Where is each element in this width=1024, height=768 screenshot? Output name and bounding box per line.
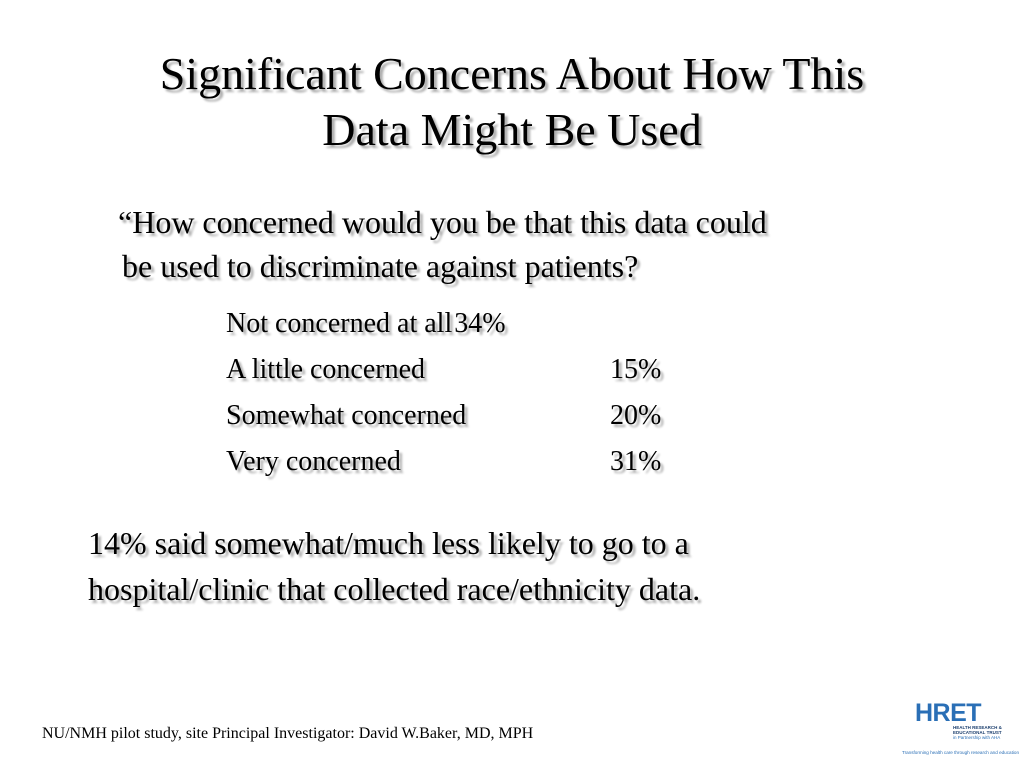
slide-title-line-1: Significant Concerns About How This [159,48,865,99]
response-percent: 15% [610,354,662,385]
hret-logo [893,700,1019,762]
response-row-somewhat-concerned [226,400,746,446]
hret-logo-line-2: EDUCATIONAL TRUST [953,730,1002,736]
response-row-a-little-concerned [226,354,746,400]
survey-question-line-1: “How concerned would you be that this data could [118,204,767,240]
slide-title [0,46,1024,158]
response-list [226,308,746,492]
response-label: A little concerned [226,354,426,385]
hret-logo-wordmark: HRET [915,699,982,727]
survey-question-line-2: be used to discriminate against patients? [122,248,639,284]
hret-logo-partner: in Partnership with AHA [953,735,1001,741]
response-row-not-concerned [226,308,746,354]
conclusion-line-1: 14% said somewhat/much less likely to go to a [88,525,689,561]
response-label: Not concerned at all [226,308,453,339]
conclusion-statement [88,520,968,612]
conclusion-line-2: hospital/clinic that collected race/ethnicity data. [88,571,701,607]
response-label: Somewhat concerned [226,400,467,431]
survey-question [118,200,978,288]
hret-logo-line-1: HEALTH RESEARCH & [953,725,1002,730]
slide-title-line-2: Data Might Be Used [322,104,702,155]
response-percent: 31% [610,446,662,477]
hret-logo-tagline: Transforming health care through research and education [901,750,1019,755]
response-percent: 34% [454,308,506,339]
response-label: Very concerned [226,446,401,477]
response-row-very-concerned [226,446,746,492]
hret-logo-subtitle [953,725,1017,741]
source-footnote: NU/NMH pilot study, site Principal Investigator: David W.Baker, MD, MPH [42,725,534,742]
response-percent: 20% [610,400,662,431]
